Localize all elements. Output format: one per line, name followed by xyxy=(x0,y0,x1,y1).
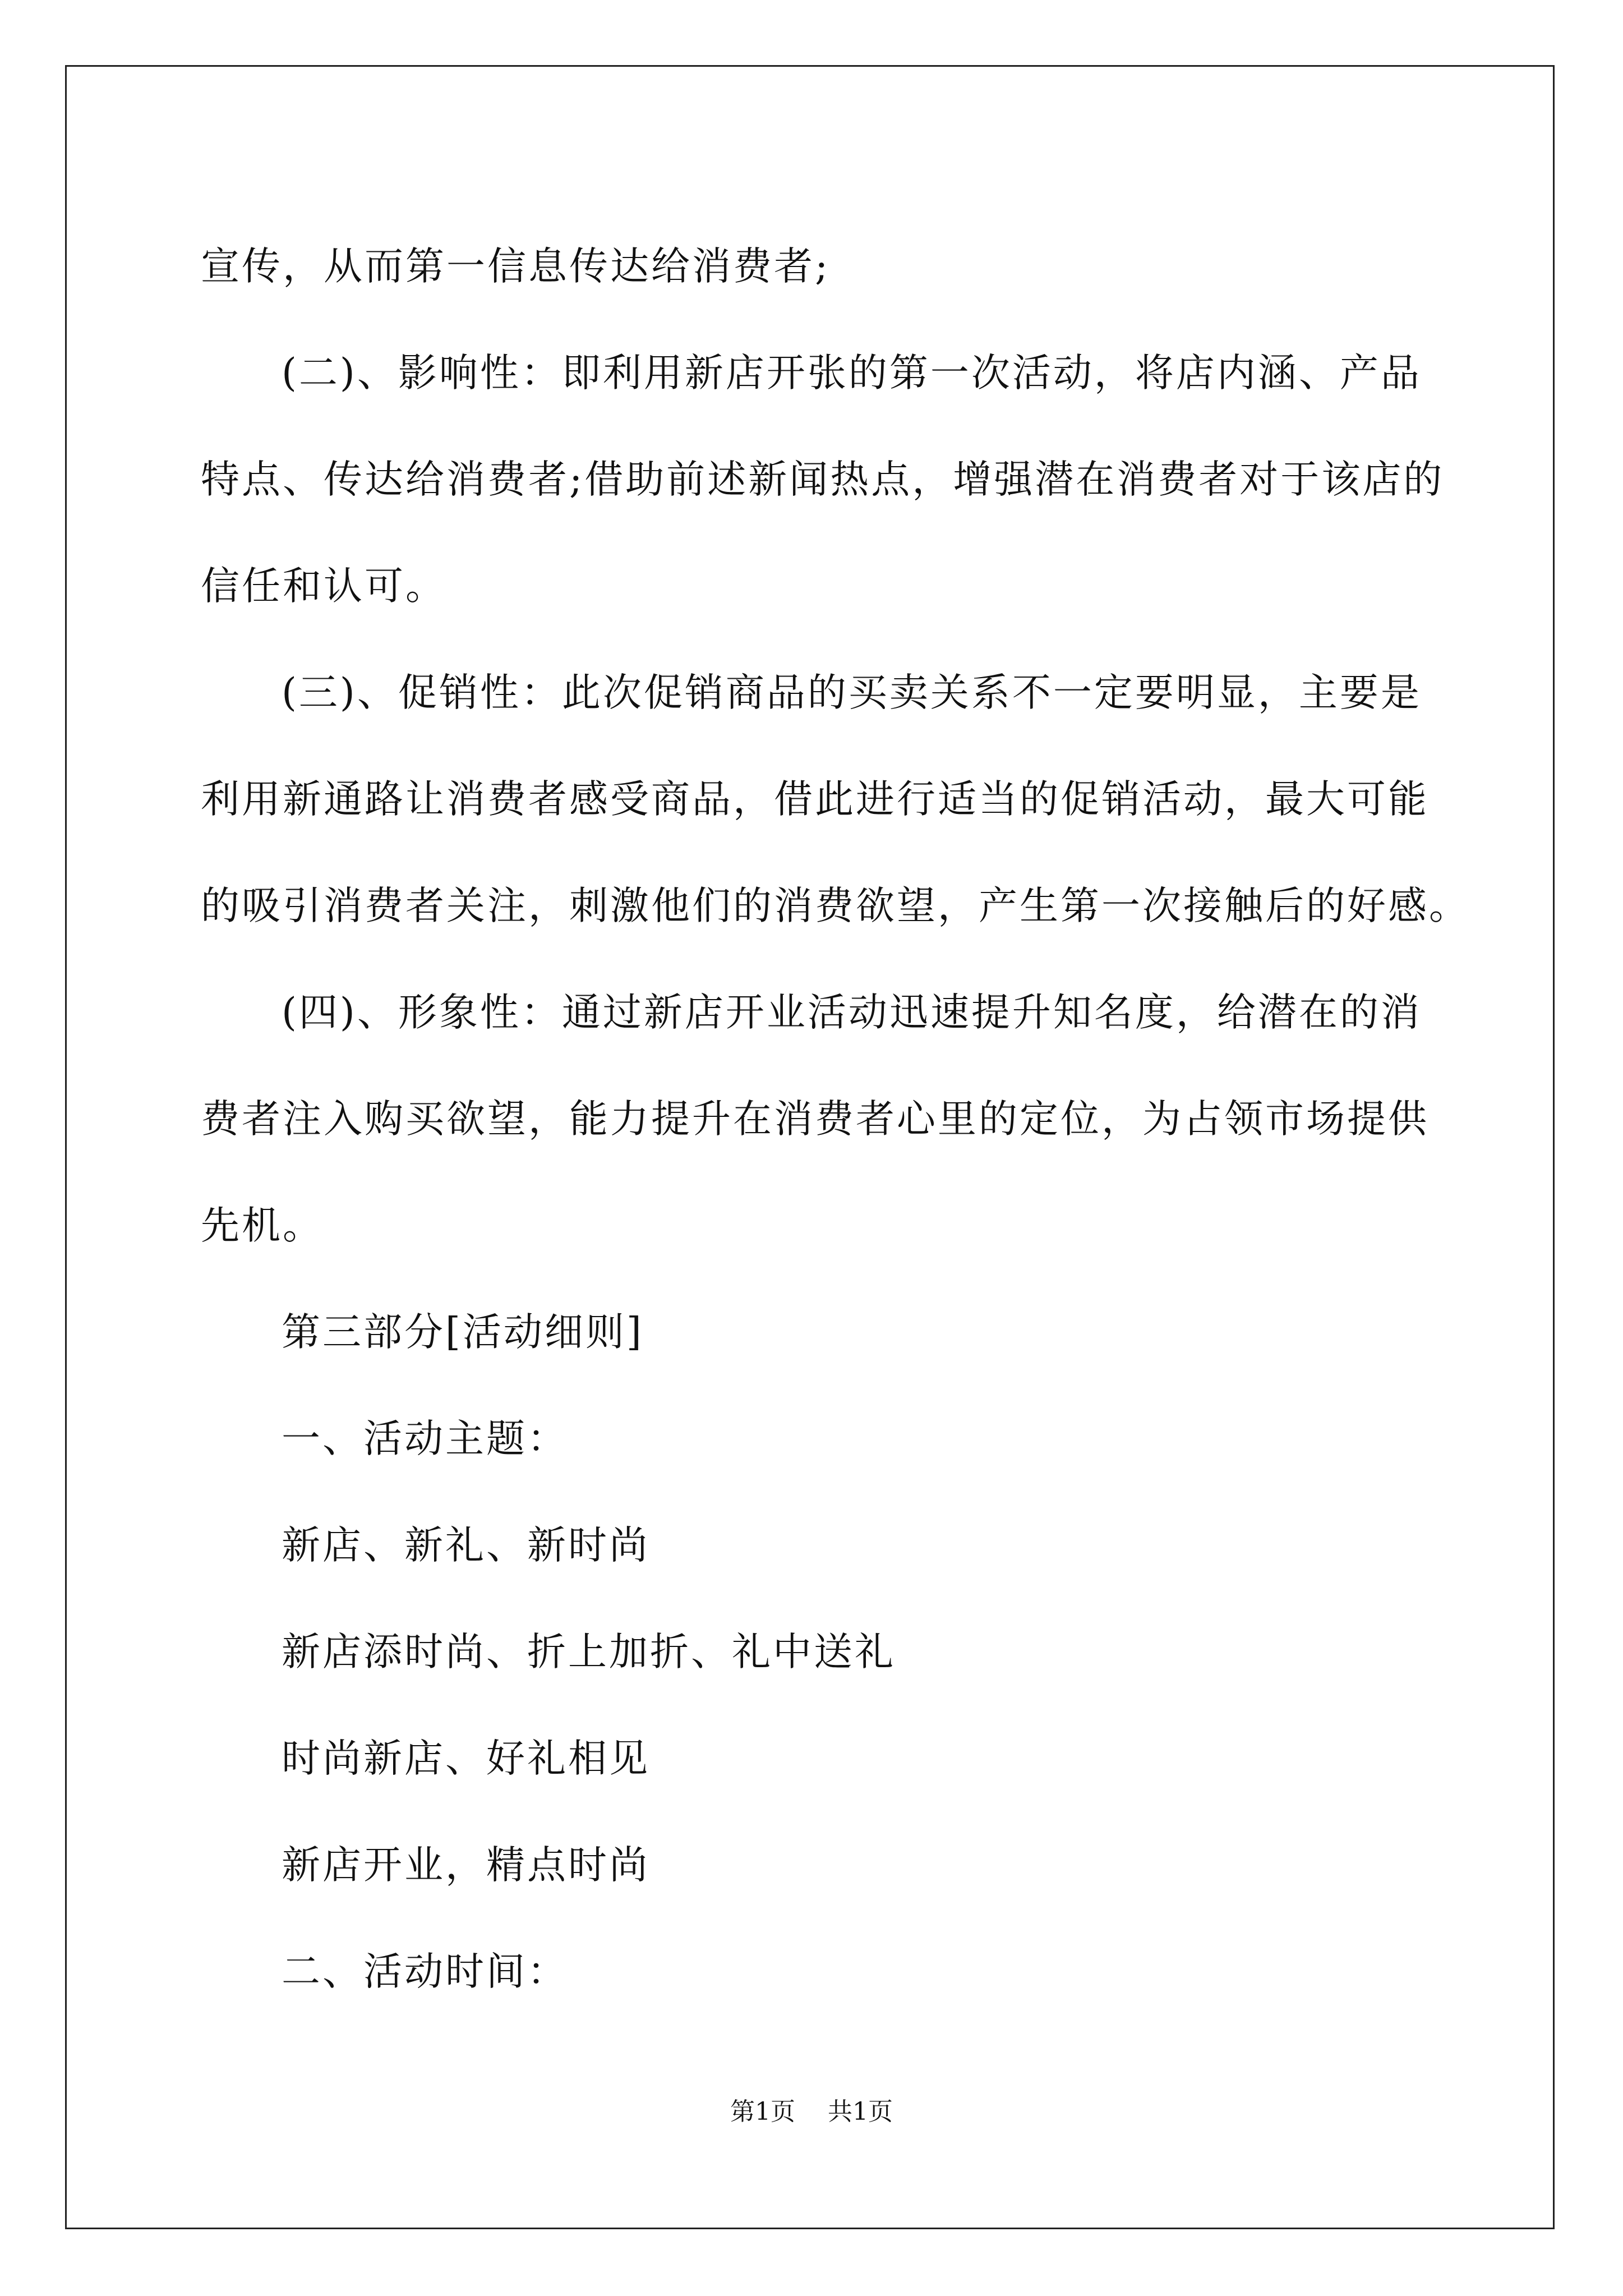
page-number: 第1页 xyxy=(730,2097,795,2126)
text-line: 新店添时尚、折上加折、礼中送礼 xyxy=(282,1630,896,1674)
text-line: 费者注入购买欲望，能力提升在消费者心里的定位，为占领市场提供 xyxy=(201,1097,1429,1142)
text-line: 新店开业，精点时尚 xyxy=(282,1843,650,1888)
text-line: 的吸引消费者关注，刺激他们的消费欲望，产生第一次接触后的好感。 xyxy=(201,884,1470,928)
text-line: 信任和认可。 xyxy=(201,564,446,609)
text-line: (二)、影响性：即利用新店开张的第一次活动，将店内涵、产品 xyxy=(282,351,1422,395)
text-line: (三)、促销性：此次促销商品的买卖关系不一定要明显，主要是 xyxy=(282,670,1422,715)
text-line: 利用新通路让消费者感受商品，借此进行适当的促销活动，最大可能 xyxy=(201,777,1429,822)
document-body xyxy=(201,213,1470,2025)
page-total: 共1页 xyxy=(828,2097,893,2126)
text-line: 先机。 xyxy=(201,1203,324,1248)
text-line: (四)、形象性：通过新店开业活动迅速提升知名度，给潜在的消 xyxy=(282,990,1422,1035)
text-line: 新店、新礼、新时尚 xyxy=(282,1523,650,1568)
text-line: 特点、传达给消费者;借助前述新闻热点，增强潜在消费者对于该店的 xyxy=(201,457,1445,502)
text-line: 宣传，从而第一信息传达给消费者; xyxy=(201,244,831,289)
page-footer xyxy=(0,2095,1623,2129)
text-line: 时尚新店、好礼相见 xyxy=(282,1736,650,1781)
subsection-heading: 一、活动主题： xyxy=(282,1416,568,1461)
subsection-heading: 二、活动时间： xyxy=(282,1949,568,1994)
section-heading: 第三部分[活动细则] xyxy=(282,1310,644,1355)
